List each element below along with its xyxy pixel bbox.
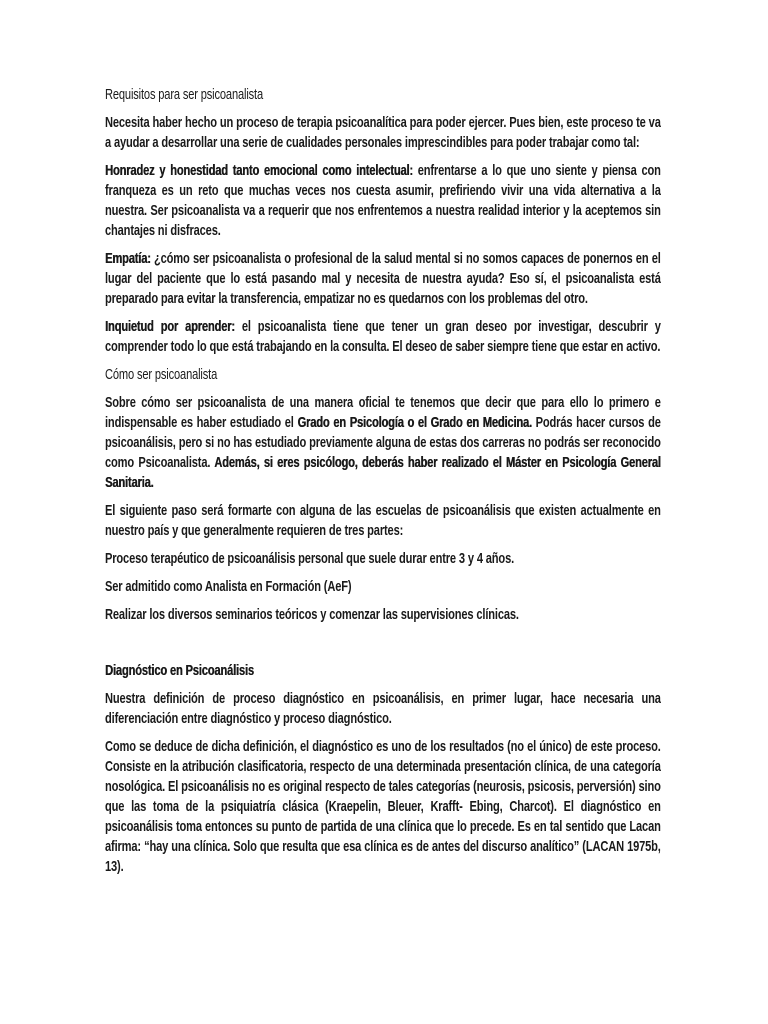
list-item xyxy=(105,549,661,569)
text-run: Realizar los diversos seminarios teóricos y comenzar las supervisiones clínicas. xyxy=(105,606,519,623)
text-run: Diagnóstico en Psicoanálisis xyxy=(105,662,254,679)
section-heading xyxy=(105,85,661,105)
paragraph xyxy=(105,249,661,309)
list-item xyxy=(105,605,661,625)
paragraph xyxy=(105,393,661,493)
text-run: Como se deduce de dicha definición, el diagnóstico es uno de los resultados (no el único) de este proceso. Consiste en la atribución clasificatoria, respecto de una determinada presentación clínica, de una categoría nosológica. El psicoanálisis no es original respecto de tales categorías (neurosis, psicosis, perversión) sino que las toma de la psiquiatría clásica (Kraepelin, Bleuer, Krafft- Ebing, Charcot). El diagnóstico en psicoanálisis toma entonces su punto de partida de una clínica que lo precede. Es en tal sentido que Lacan afirma: “hay una clínica. Solo que resulta que esa clínica es de antes del discurso analítico” (LACAN 1975b, 13). xyxy=(105,738,661,875)
text-run: Necesita haber hecho un proceso de terapia psicoanalítica para poder ejercer. Pues bien, este proceso te va a ayudar a desarrollar una serie de cualidades personales imprescindibles para poder trabajar como tal: xyxy=(105,114,661,151)
text-run: Podrás hacer cursos de psicoanálisis, pero si no has estudiado previamente alguna de estas dos carreras no podrás ser reconocido como Psicoanalista. xyxy=(105,414,661,471)
paragraph xyxy=(105,689,661,729)
paragraph xyxy=(105,161,661,241)
text-run: Sobre cómo ser psicoanalista de una manera oficial te tenemos que decir que para ello lo primero e indispensable es haber estudiado el xyxy=(105,394,661,431)
text-run: enfrentarse a lo que uno siente y piensa con franqueza es un reto que muchas veces nos cuesta asumir, prefiriendo vivir una vida alternativa a la nuestra. Ser psicoanalista va a requerir que nos enfrentemos a nuestra realidad interior y la aceptemos sin chantajes ni disfraces. xyxy=(105,162,661,239)
paragraph xyxy=(105,317,661,357)
empty-line xyxy=(105,633,661,653)
text-run: ¿cómo ser psicoanalista o profesional de la salud mental si no somos capaces de ponernos en el lugar del paciente que lo está pasando mal y necesita de nuestra ayuda? Eso sí, el psicoanalista está preparado para evitar la transferencia, empatizar no es quedarnos con los problemas del otro. xyxy=(105,250,661,307)
paragraph xyxy=(105,501,661,541)
bold-text-run: Grado en Psicología o el Grado en Medicina. xyxy=(297,414,532,431)
section-heading xyxy=(105,661,661,681)
section-heading xyxy=(105,365,661,385)
paragraph xyxy=(105,113,661,153)
list-item xyxy=(105,577,661,597)
text-run: Ser admitido como Analista en Formación (AeF) xyxy=(105,578,352,595)
text-run: Proceso terapéutico de psicoanálisis personal que suele durar entre 3 y 4 años. xyxy=(105,550,515,567)
text-run: el psicoanalista tiene que tener un gran deseo por investigar, descubrir y comprender todo lo que está trabajando en la consulta. El deseo de saber siempre tiene que estar en activo. xyxy=(105,318,661,355)
bold-text-run: Inquietud por aprender: xyxy=(105,318,235,335)
text-run: Requisitos para ser psicoanalista xyxy=(105,86,264,103)
paragraph xyxy=(105,737,661,877)
text-run: El siguiente paso será formarte con alguna de las escuelas de psicoanálisis que existen actualmente en nuestro país y que generalmente requieren de tres partes: xyxy=(105,502,661,539)
bold-text-run: Honradez y honestidad tanto emocional como intelectual: xyxy=(105,162,413,179)
text-run: Cómo ser psicoanalista xyxy=(105,366,218,383)
text-run: Nuestra definición de proceso diagnóstico en psicoanálisis, en primer lugar, hace necesaria una diferenciación entre diagnóstico y proceso diagnóstico. xyxy=(105,690,661,727)
bold-text-run: Empatía: xyxy=(105,250,151,267)
bold-text-run: Además, si eres psicólogo, deberás haber realizado el Máster en Psicología General Sanitaria. xyxy=(105,454,661,491)
